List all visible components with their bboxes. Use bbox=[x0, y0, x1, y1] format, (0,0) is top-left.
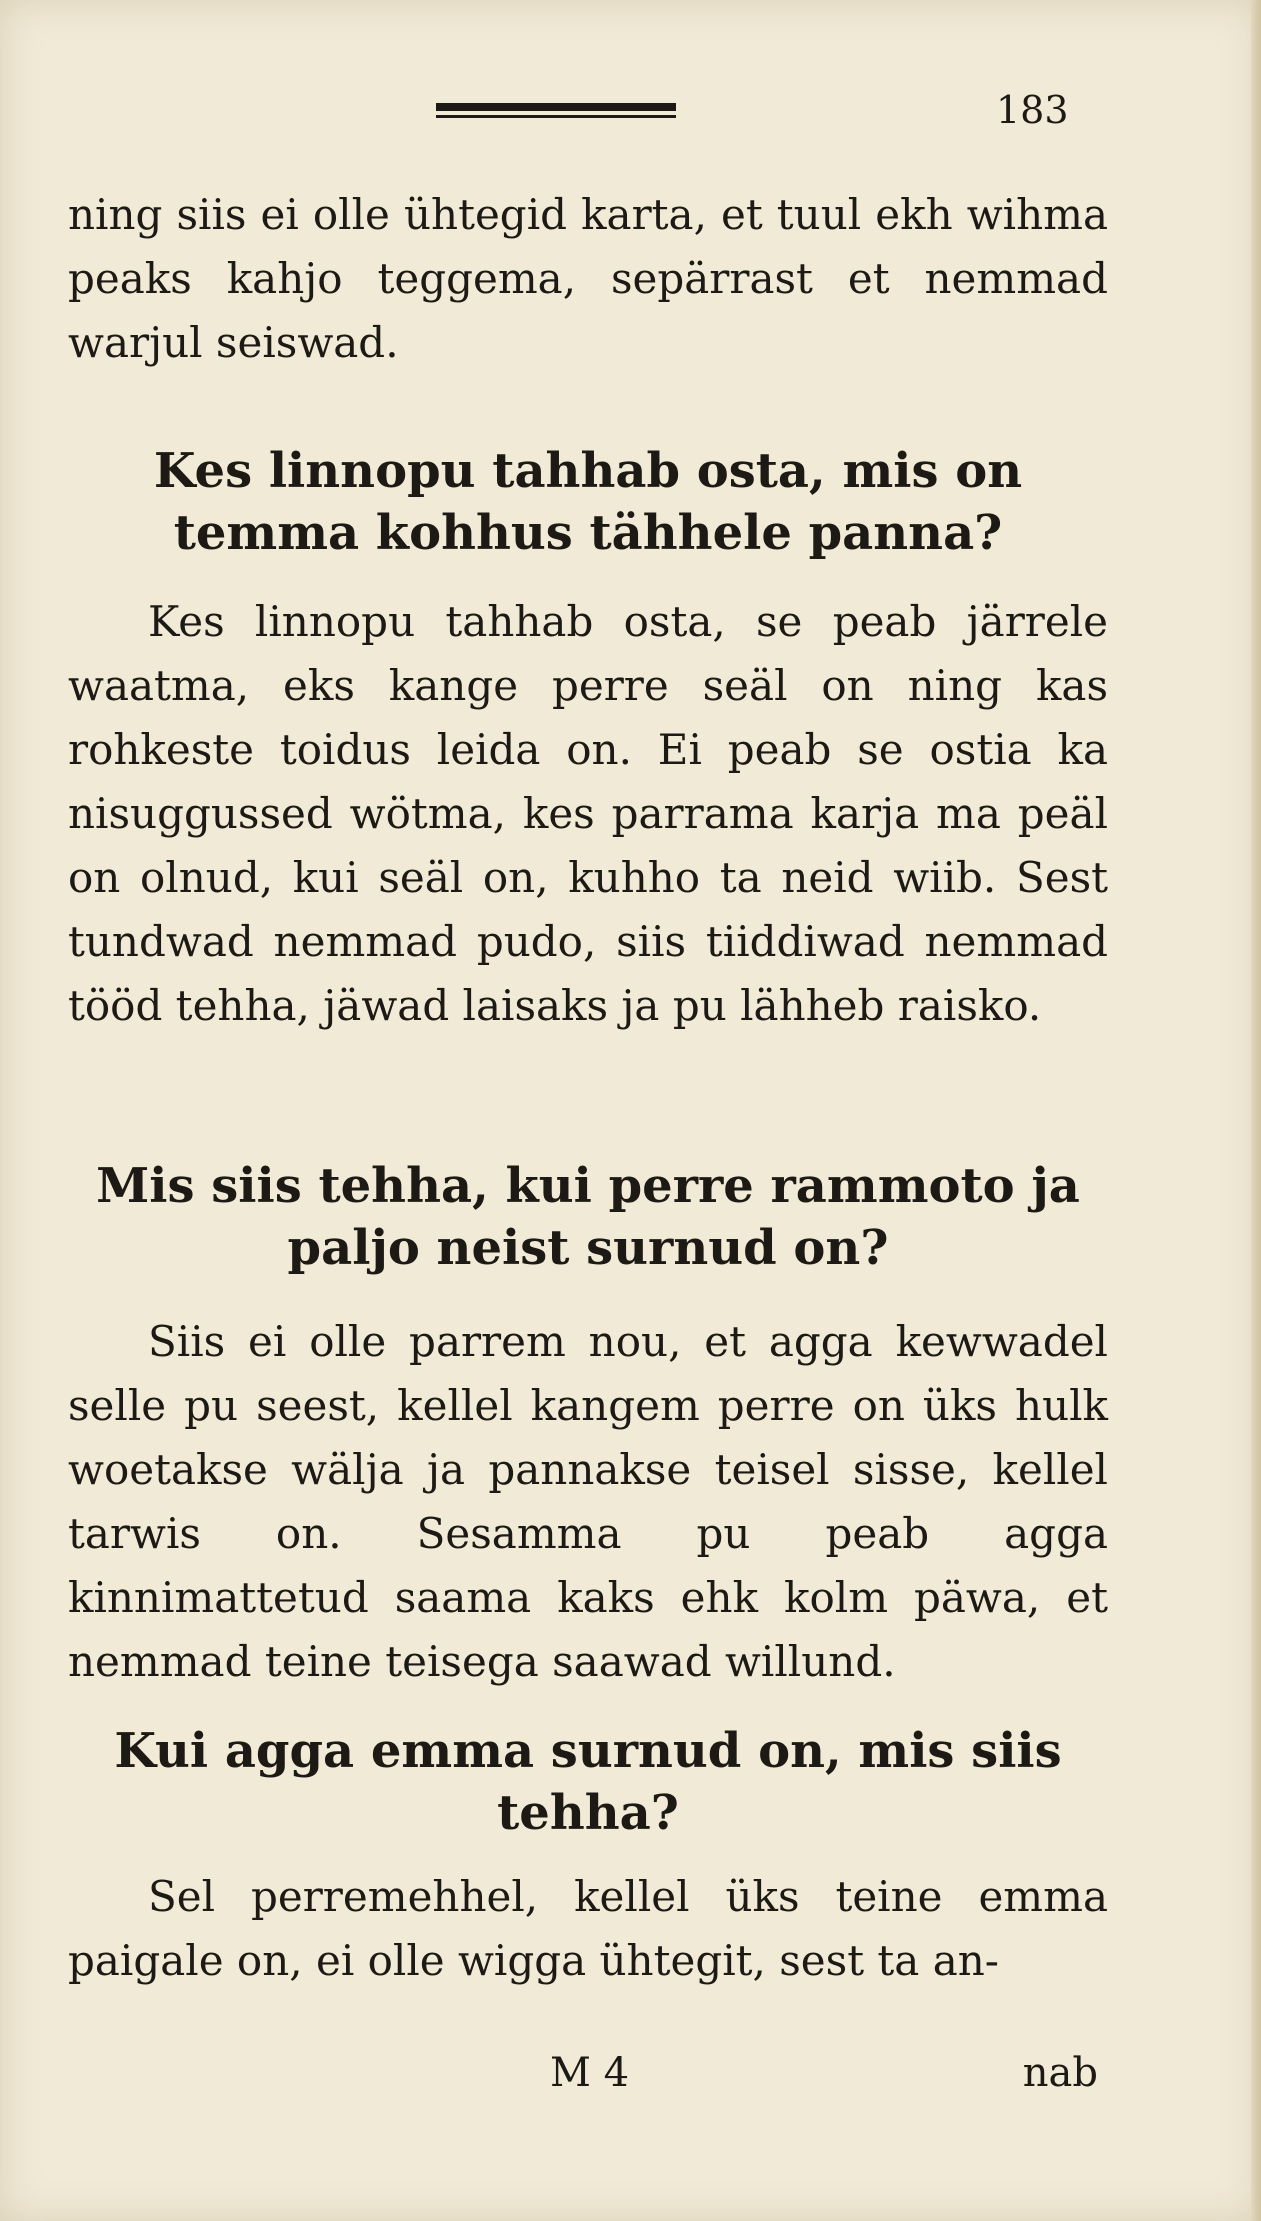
paragraph-continuation bbox=[68, 183, 1108, 375]
header-ornament-rule bbox=[436, 103, 676, 119]
section-heading-emma bbox=[68, 1720, 1108, 1844]
paragraph-text bbox=[68, 590, 1108, 1038]
heading-text: Kui agga emma surnud on, mis siis tehha? bbox=[114, 1723, 1062, 1841]
paragraph-text bbox=[68, 1310, 1108, 1694]
paragraph-text: ning siis ei olle ühtegid karta, et tuul ekh wihma peaks kahjo teggema, sepärrast et nemmad warjul seiswad. bbox=[68, 190, 1108, 367]
paragraph-body: Kes linnopu tahhab osta, se peab järrele waatma, eks kange perre seäl on ning kas rohkeste toidus leida on. Ei peab se ostia ka nisuggussed wötma, kes parrama karja ma peäl on olnud, kui seäl on, kuhho ta neid wiib. Sest tundwad nemmad pudo, siis tiiddiwad nemmad tööd tehha, jäwad laisaks ja pu lähheb raisko. bbox=[68, 597, 1108, 1030]
section-heading-rammoto bbox=[68, 1155, 1108, 1279]
ornament-thin-rule bbox=[436, 115, 676, 118]
paragraph-rammoto bbox=[68, 1310, 1108, 1694]
ornament-thick-rule bbox=[436, 103, 676, 111]
signature-mark: M 4 bbox=[550, 2050, 630, 2096]
heading-text: Kes linnopu tahhab osta, mis on temma kohhus tähhele panna? bbox=[153, 443, 1023, 561]
page-edge bbox=[1251, 0, 1261, 2221]
catchword: nab bbox=[1022, 2050, 1098, 2096]
heading-text: Mis siis tehha, kui perre rammoto ja paljo neist surnud on? bbox=[96, 1158, 1080, 1276]
paragraph-body: Sel perremehhel, kellel üks teine emma paigale on, ei olle wigga ühtegit, sest ta an- bbox=[68, 1872, 1108, 1985]
page-footer bbox=[68, 2050, 1108, 2114]
section-heading-linnopu bbox=[68, 440, 1108, 564]
paragraph-linnopu bbox=[68, 590, 1108, 1038]
page-number: 183 bbox=[996, 88, 1069, 132]
paragraph-text bbox=[68, 1865, 1108, 1993]
paragraph-body: Siis ei olle parrem nou, et agga kewwadel selle pu seest, kellel kangem perre on üks hulk woetakse wälja ja pannakse teisel sisse, kellel tarwis on. Sesamma pu peab agga kinnimattetud saama kaks ehk kolm päwa, et nemmad teine teisega saawad willund. bbox=[68, 1317, 1108, 1686]
paragraph-emma bbox=[68, 1865, 1108, 1993]
